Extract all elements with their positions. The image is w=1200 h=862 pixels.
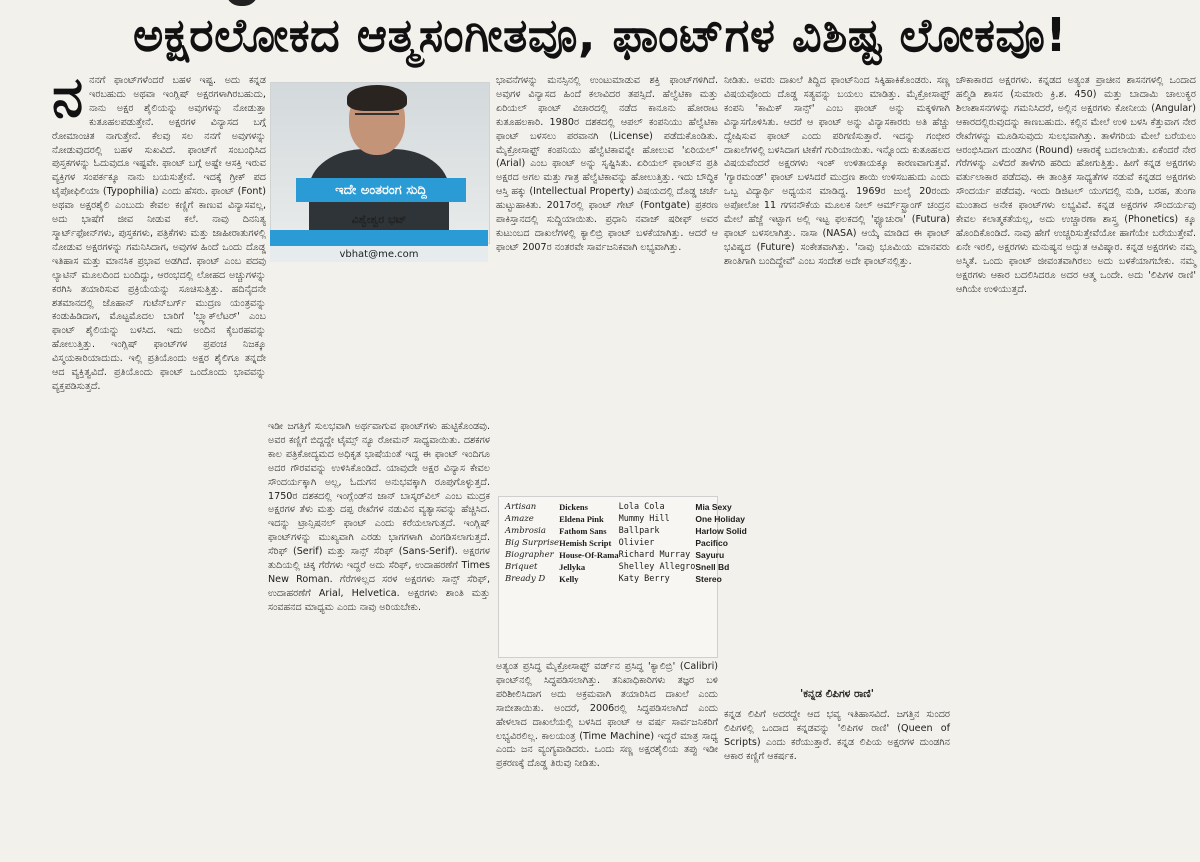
author-photo-glasses xyxy=(355,113,399,125)
font-sample-name: Kelly xyxy=(559,574,579,584)
headline-text: ಅಕ್ಷರಲೋಕದ ಆತ್ಮಸಂಗೀತವೂ, ಫಾಂಟ್‌ಗಳ ವಿಶಿಷ್ಟ ಲೋಕವೂ! xyxy=(133,8,1067,62)
font-sample-name: Jellyka xyxy=(559,562,586,572)
font-sample-name: Fathom Sans xyxy=(559,526,607,536)
author-byline: ವಿಶ್ವೇಶ್ವರ ಭಟ್ xyxy=(351,213,407,226)
article-text-column-4-lower: ಕನ್ನಡ ಲಿಪಿಗೆ ಅದರದ್ದೇ ಆದ ಭವ್ಯ ಇತಿಹಾಸವಿದೆ. ಜಗತ್ತಿನ ಸುಂದರ ಲಿಪಿಗಳಲ್ಲಿ ಒಂದಾದ ಕನ್ನಡವನ್ನು 'ಲಿಪಿಗಳ ರಾಣಿ' (Queen of Scripts) ಎಂದು ಕರೆಯುತ್ತಾರೆ. ಕನ್ನಡ ಲಿಪಿಯ ಅಕ್ಷರಗಳ ದುಂಡಗಿನ ಆಕಾರ ಕಣ್ಣಿಗೆ ಆಕರ್ಷಕ. xyxy=(724,709,950,762)
dropcap: ನ xyxy=(52,65,84,130)
section-heading-queen-of-scripts: 'ಕನ್ನಡ ಲಿಪಿಗಳ ರಾಣಿ' xyxy=(800,688,874,700)
article-text-column-4: ನೀಡಿತು. ಅವರು ದಾಖಲೆ ತಿದ್ದಿದ ಫಾಂಟ್‌ನಿಂದ ಸಿಕ್ಕಿಹಾಕಿಕೊಂಡರು. ಸಣ್ಣ ವಿಷಯವೊಂದು ದೊಡ್ಡ ಸತ್ಯವನ್ನು ಬಯಲು ಮಾಡಿತ್ತು. ಮೈಕ್ರೋಸಾಫ್ಟ್ ಕಂಪನಿ 'ಕಾಮಿಕ್ ಸಾನ್ಸ್' ಎಂಬ ಫಾಂಟ್ ಅನ್ನು ಮಕ್ಕಳಿಗಾಗಿ ವಿನ್ಯಾಸಗೊಳಿಸಿತು. ಆದರೆ ಆ ಫಾಂಟ್ ಅನ್ನು ವಿನ್ಯಾಸಕಾರರು ಅತಿ ಹೆಚ್ಚು ದ್ವೇಷಿಸುವ ಫಾಂಟ್ ಎಂದು ಪರಿಗಣಿಸುತ್ತಾರೆ. ಇದನ್ನು ಗಂಭೀರ ದಾಖಲೆಗಳಲ್ಲಿ ಬಳಸಿದಾಗ ಟೀಕೆಗೆ ಗುರಿಯಾಯಿತು. ಇನ್ನೊಂದು ಕುತೂಹಲದ ವಿಷಯವೆಂದರೆ ಅಕ್ಷರಗಳು ಇಂಕ್ ಉಳಿತಾಯಕ್ಕೂ ಕಾರಣವಾಗುತ್ತವೆ. 'ಗ್ಯಾರಮಂಡ್' ಫಾಂಟ್ ಬಳಸಿದರೆ ಮುದ್ರಣ ಶಾಯಿ ಉಳಿಸಬಹುದು ಎಂದು ಒಬ್ಬ ವಿದ್ಯಾರ್ಥಿ ಅಧ್ಯಯನ ಮಾಡಿದ್ದ. 1969ರ ಜುಲೈ 20ರಂದು ಅಪೋಲೋ 11 ಗಗನನೌಕೆಯ ಮೂಲಕ ನೀಲ್ ಆರ್ಮ್‌ಸ್ಟ್ರಾಂಗ್ ಚಂದ್ರನ ಮೇಲೆ ಹೆಜ್ಜೆ ಇಟ್ಟಾಗ ಅಲ್ಲಿ ಇಟ್ಟ ಫಲಕದಲ್ಲಿ 'ಫ್ಯೂಚುರಾ' (Futura) ಫಾಂಟ್ ಬಳಸಲಾಗಿತ್ತು. ನಾಸಾ (NASA) ಆಯ್ಕೆ ಮಾಡಿದ ಈ ಫಾಂಟ್ ಭವಿಷ್ಯದ (Future) ಸಂಕೇತವಾಗಿತ್ತು. 'ನಾವು ಭೂಮಿಯ ಮಾನವರು ಶಾಂತಿಗಾಗಿ ಬಂದಿದ್ದೇವೆ' ಎಂಬ ಸಂದೇಶ ಅದೇ ಫಾಂಟ್‌ನಲ್ಲಿತ್ತು. xyxy=(724,75,950,267)
column-name-badge: ಇದೇ ಅಂತರಂಗ ಸುದ್ದಿ xyxy=(296,178,466,202)
article-text-column-2: ಇಡೀ ಜಗತ್ತಿಗೆ ಸುಲಭವಾಗಿ ಅರ್ಥವಾಗುವ ಫಾಂಟ್‌ಗಳು ಹುಟ್ಟಿಕೊಂಡವು. ಅವರ ಕಣ್ಣಿಗೆ ಬಿದ್ದದ್ದೇ ಟೈಮ್ಸ್ ನ್ಯೂ ರೋಮನ್ ಸಾಧ್ಯವಾಯಿತು. ದಶಕಗಳ ಕಾಲ ಪತ್ರಿಕೋದ್ಯಮದ ಅಧಿಕೃತ ಭಾಷೆಯಂತೆ ಇದ್ದ ಈ ಫಾಂಟ್ ಇಂದಿಗೂ ಅದರ ಗೌರವವನ್ನು ಉಳಿಸಿಕೊಂಡಿದೆ. ಯಾವುದೇ ಅಕ್ಷರ ವಿನ್ಯಾಸ ಕೇವಲ ಸೌಂದರ್ಯಕ್ಕಾಗಿ ಅಲ್ಲ, ಓದುಗನ ಅನುಭವಕ್ಕಾಗಿ ರೂಪುಗೊಳ್ಳುತ್ತದೆ. 1750ರ ದಶಕದಲ್ಲಿ ಇಂಗ್ಲೆಂಡ್‌ನ ಜಾನ್ ಬಾಸ್ಕರ್‌ವಿಲ್ ಎಂಬ ಮುದ್ರಕ ಅಕ್ಷರಗಳ ತೆಳು ಮತ್ತು ದಪ್ಪ ರೇಖೆಗಳ ನಡುವಿನ ವ್ಯತ್ಯಾಸವನ್ನು ಹೆಚ್ಚಿಸಿದ. ಇದನ್ನು ಟ್ರಾನ್ಸಿಷನಲ್ ಫಾಂಟ್ ಎಂದು ಕರೆಯಲಾಗುತ್ತದೆ. ಇಂಗ್ಲಿಷ್ ಫಾಂಟ್‌ಗಳನ್ನು ಮುಖ್ಯವಾಗಿ ಎರಡು ಭಾಗಗಳಾಗಿ ವಿಂಗಡಿಸಲಾಗುತ್ತದೆ. ಸೆರಿಫ್ (Serif) ಮತ್ತು ಸಾನ್ಸ್ ಸೆರಿಫ್ (Sans-Serif). ಅಕ್ಷರಗಳ ತುದಿಯಲ್ಲಿ ಚಿಕ್ಕ ಗೆರೆಗಳು ಇದ್ದರೆ ಅದು ಸೆರಿಫ್, ಉದಾಹರಣೆಗೆ Times New Roman. ಗೆರೆಗಳಿಲ್ಲದ ಸರಳ ಅಕ್ಷರಗಳು ಸಾನ್ಸ್ ಸೆರಿಫ್, ಉದಾಹರಣೆಗೆ Arial, Helvetica. ಅಕ್ಷರಗಳು ಶಾಂತಿ ಮತ್ತು ಸಂವಹನದ ಮಾಧ್ಯಮ ಎಂದು ನಾವು ಅರಿಯಬೇಕು. xyxy=(268,421,490,613)
font-sample-name: Ambrosia xyxy=(505,526,546,536)
font-sample-name: Lola Cola xyxy=(618,502,665,512)
font-sample-name: Olivier xyxy=(618,538,655,548)
font-sample-name: Eldena Pink xyxy=(559,514,604,524)
font-sample-name: Artisan xyxy=(505,502,537,512)
byline-bar xyxy=(270,230,488,246)
font-sample-name: House-Of-Rama xyxy=(559,550,619,560)
headline xyxy=(0,0,1200,72)
font-sample-name: Pacifico xyxy=(695,538,728,548)
article-column-4 xyxy=(724,74,950,686)
font-sample-name: Stereo xyxy=(695,574,722,584)
font-sample-name: Sayuru xyxy=(695,550,725,560)
article-column-2 xyxy=(268,420,490,858)
font-sample-name: Bready D xyxy=(505,574,546,584)
author-photo-hair xyxy=(347,85,407,111)
article-text-column-3: ಭಾವನೆಗಳನ್ನು ಮನಸ್ಸಿನಲ್ಲಿ ಉಂಟುಮಾಡುವ ಶಕ್ತಿ ಫಾಂಟ್‌ಗಳಿಗಿದೆ. ಅವುಗಳ ವಿನ್ಯಾಸದ ಹಿಂದೆ ಕಲಾವಿದರ ತಪಸ್ಸಿದೆ. ಹೆಲ್ವೆಟಿಕಾ ಮತ್ತು ಏರಿಯಲ್ ಫಾಂಟ್ ವಿಚಾರದಲ್ಲಿ ನಡೆದ ಕಾನೂನು ಹೋರಾಟ ಕುತೂಹಲಕಾರಿ. 1980ರ ದಶಕದಲ್ಲಿ ಆಪಲ್ ಕಂಪನಿಯು ಹೆಲ್ವೆಟಿಕಾ ಫಾಂಟ್ ಬಳಸಲು ಪರವಾನಗಿ (License) ಪಡೆದುಕೊಂಡಿತು. ಮೈಕ್ರೋಸಾಫ್ಟ್ ಕಂಪನಿಯು ಹೆಲ್ವೆಟಿಕಾವನ್ನೇ ಹೋಲುವ 'ಏರಿಯಲ್' (Arial) ಎಂಬ ಫಾಂಟ್ ಅನ್ನು ಸೃಷ್ಟಿಸಿತು. ಏರಿಯಲ್ ಫಾಂಟ್‌ನ ಪ್ರತಿ ಅಕ್ಷರದ ಅಗಲ ಮತ್ತು ಗಾತ್ರ ಹೆಲ್ವೆಟಿಕಾವನ್ನು ಹೋಲುತ್ತಿತ್ತು. ಇದು ಬೌದ್ಧಿಕ ಆಸ್ತಿ ಹಕ್ಕು (Intellectual Property) ವಿಷಯದಲ್ಲಿ ದೊಡ್ಡ ಚರ್ಚೆ ಹುಟ್ಟುಹಾಕಿತು. 2017ರಲ್ಲಿ ಫಾಂಟ್ ಗೇಟ್ (Fontgate) ಪ್ರಕರಣ ಪಾಕಿಸ್ತಾನದಲ್ಲಿ ಸುದ್ದಿಯಾಯಿತು. ಪ್ರಧಾನಿ ನವಾಜ್ ಷರೀಫ್ ಅವರ ಕುಟುಂಬದ ದಾಖಲೆಗಳಲ್ಲಿ ಕ್ಯಾಲಿಬ್ರಿ ಫಾಂಟ್ ಬಳಕೆಯಾಗಿತ್ತು. ಆದರೆ ಆ ಫಾಂಟ್ 2007ರ ನಂತರವೇ ಸಾರ್ವಜನಿಕವಾಗಿ ಲಭ್ಯವಾಗಿತ್ತು. xyxy=(496,75,718,253)
article-column-3 xyxy=(496,74,718,490)
author-email: vbhat@me.com xyxy=(270,246,488,262)
article-column-3-lower xyxy=(496,660,718,858)
font-sample-name: One Holiday xyxy=(695,514,745,524)
article-column-1 xyxy=(52,65,266,858)
font-sample-name: Richard Murray xyxy=(618,550,691,560)
font-sample-name: Hemish Script xyxy=(559,538,612,548)
font-sample-name: Ballpark xyxy=(618,526,660,536)
article-column-5 xyxy=(956,74,1196,858)
font-sample-name: Biographer xyxy=(505,550,554,560)
article-column-4-lower xyxy=(724,708,950,858)
font-sample-name: Dickens xyxy=(559,502,588,512)
font-sample-name: Shelley Allegro xyxy=(618,562,696,572)
font-sample-name: Katy Berry xyxy=(618,574,670,584)
article-text-column-3-lower: ಅತ್ಯಂತ ಪ್ರಸಿದ್ಧ ಮೈಕ್ರೋಸಾಫ್ಟ್ ವರ್ಡ್‌ನ ಪ್ರಸಿದ್ಧ 'ಕ್ಯಾಲಿಬ್ರಿ' (Calibri) ಫಾಂಟ್‌ನಲ್ಲಿ ಸಿದ್ಧಪಡಿಸಲಾಗಿತ್ತು. ತನಿಖಾಧಿಕಾರಿಗಳು ತಜ್ಞರ ಬಳಿ ಪರಿಶೀಲಿಸಿದಾಗ ಅದು ಅಕ್ರಮವಾಗಿ ತಯಾರಿಸಿದ ದಾಖಲೆ ಎಂದು ಸಾಬೀತಾಯಿತು. ಅಂದರೆ, 2006ರಲ್ಲಿ ಸಿದ್ಧಪಡಿಸಲಾಗಿದೆ ಎಂದು ಹೇಳಲಾದ ದಾಖಲೆಯಲ್ಲಿ ಬಳಸಿದ ಫಾಂಟ್ ಆ ವರ್ಷ ಸಾರ್ವಜನಿಕರಿಗೆ ಲಭ್ಯವಿರಲಿಲ್ಲ. ಕಾಲಯಂತ್ರ (Time Machine) ಇದ್ದರೆ ಮಾತ್ರ ಸಾಧ್ಯ ಎಂದು ಜನ ವ್ಯಂಗ್ಯವಾಡಿದರು. ಒಂದು ಸಣ್ಣ ಅಕ್ಷರಶೈಲಿಯ ತಪ್ಪು ಇಡೀ ಪ್ರಕರಣಕ್ಕೆ ದೊಡ್ಡ ತಿರುವು ನೀಡಿತು. xyxy=(496,661,718,770)
font-sample-name: Big Surprise xyxy=(505,538,560,548)
font-sample-name: Amaze xyxy=(505,514,534,524)
article-text-column-5: ಚೌಕಾಕಾರದ ಅಕ್ಷರಗಳು. ಕನ್ನಡದ ಅತ್ಯಂತ ಪ್ರಾಚೀನ ಶಾಸನಗಳಲ್ಲಿ ಒಂದಾದ ಹಲ್ಮಿಡಿ ಶಾಸನ (ಸುಮಾರು ಕ್ರಿ.ಶ. 450) ಮತ್ತು ಬಾದಾಮಿ ಚಾಲುಕ್ಯರ ಶಿಲಾಶಾಸನಗಳನ್ನು ಗಮನಿಸಿದರೆ, ಅಲ್ಲಿನ ಅಕ್ಷರಗಳು ಕೋನೀಯ (Angular) ಆಕಾರದಲ್ಲಿರುವುದನ್ನು ಕಾಣಬಹುದು. ಕಲ್ಲಿನ ಮೇಲೆ ಉಳಿ ಬಳಸಿ ಕೆತ್ತುವಾಗ ನೇರ ರೇಖೆಗಳನ್ನು ಮೂಡಿಸುವುದು ಸುಲಭವಾಗಿತ್ತು. ತಾಳೆಗರಿಯ ಮೇಲೆ ಬರೆಯಲು ಆರಂಭಿಸಿದಾಗ ದುಂಡಗಿನ (Round) ಆಕಾರಕ್ಕೆ ಬದಲಾಯಿತು. ಏಕೆಂದರೆ ನೇರ ಗೆರೆಗಳನ್ನು ಎಳೆದರೆ ತಾಳೆಗರಿ ಹರಿದು ಹೋಗುತ್ತಿತ್ತು. ಹೀಗೆ ಕನ್ನಡ ಅಕ್ಷರಗಳು ವರ್ತುಲಾಕಾರ ಪಡೆದವು. ಈ ತಾಂತ್ರಿಕ ಸಾಧ್ಯತೆಗಳ ನಡುವೆ ಕನ್ನಡದ ಅಕ್ಷರಗಳು ಸೌಂದರ್ಯ ಪಡೆದವು. ಇಂದು ಡಿಜಿಟಲ್ ಯುಗದಲ್ಲಿ ನುಡಿ, ಬರಹ, ತುಂಗಾ ಮುಂತಾದ ಅನೇಕ ಫಾಂಟ್‌ಗಳು ಲಭ್ಯವಿವೆ. ಕನ್ನಡ ಅಕ್ಷರಗಳ ಸೌಂದರ್ಯವು ಕೇವಲ ಕಲಾತ್ಮಕತೆಯಲ್ಲ, ಅದು ಉಚ್ಚಾರಣಾ ಶಾಸ್ತ್ರ (Phonetics) ಕ್ಕೂ ಹೊಂದಿಕೊಂಡಿದೆ. ನಾವು ಹೇಗೆ ಉಚ್ಚರಿಸುತ್ತೇವೆಯೋ ಹಾಗೆಯೇ ಬರೆಯುತ್ತೇವೆ. ಏನೇ ಇರಲಿ, ಅಕ್ಷರಗಳು ಮನುಷ್ಯನ ಅದ್ಭುತ ಆವಿಷ್ಕಾರ. ಕನ್ನಡ ಅಕ್ಷರಗಳು ನಮ್ಮ ಅಸ್ಮಿತೆ. ಒಂದು ಫಾಂಟ್ ಜೀವಂತವಾಗಿರಲು ಅದು ಬಳಕೆಯಾಗಬೇಕು. ನಮ್ಮ ಅಕ್ಷರಗಳು ಆಕಾರ ಬದಲಿಸಿದರೂ ಅದರ ಆತ್ಮ ಒಂದೇ. ಅದು 'ಲಿಪಿಗಳ ರಾಣಿ' ಆಗಿಯೇ ಉಳಿಯುತ್ತದೆ. xyxy=(956,75,1196,295)
font-sample-name: Mummy Hill xyxy=(618,514,670,524)
font-sample-name: Briquet xyxy=(505,562,538,572)
article-text-column-1: ನನಗೆ ಫಾಂಟ್‌ಗಳೆಂದರೆ ಬಹಳ ಇಷ್ಟ. ಅದು ಕನ್ನಡ ಇರಬಹುದು ಅಥವಾ ಇಂಗ್ಲಿಷ್ ಅಕ್ಷರಗಳಾಗಿರಬಹುದು, ನಾನು ಅಕ್ಷರ ಶೈಲಿಯನ್ನು ಅವುಗಳನ್ನು ನೋಡುತ್ತಾ ಕುತೂಹಲಪಡುತ್ತೇನೆ. ಅಕ್ಷರಗಳ ವಿನ್ಯಾಸದ ಬಗ್ಗೆ ರೋಮಾಂಚಿತ ನಾಗುತ್ತೇನೆ. ಕೆಲವು ಸಲ ನನಗೆ ಅವುಗಳನ್ನು ನೋಡುವುದರಲ್ಲಿ ಬಹಳ ಸುಖವಿದೆ. ಫಾಂಟ್‌ಗೆ ಸಂಬಂಧಿಸಿದ ಪುಸ್ತಕಗಳನ್ನು ಓದುವುದೂ ಇಷ್ಟವೇ. ಫಾಂಟ್ ಬಗ್ಗೆ ಅಷ್ಟೇ ಆಸಕ್ತಿ ಇರುವ ವ್ಯಕ್ತಿಗಳ ಸಂಪರ್ಕಕ್ಕೂ ನಾನು ಬಯಸುತ್ತೇನೆ. ಇದಕ್ಕೆ ಗ್ರೀಕ್ ಪದ ಟೈಪೋಫಿಲಿಯಾ (Typophilia) ಎಂದು ಹೆಸರು. ಫಾಂಟ್ (Font) ಅಥವಾ ಅಕ್ಷರಶೈಲಿ ಎಂಬುದು ಕೇವಲ ಕಣ್ಣಿಗೆ ಕಾಣುವ ವಿನ್ಯಾಸವಲ್ಲ, ಅದು ಭಾಷೆಗೆ ಜೀವ ನೀಡುವ ಕಲೆ. ನಾವು ದಿನನಿತ್ಯ ಸ್ಮಾರ್ಟ್‌ಫೋನ್‌ಗಳು, ಪುಸ್ತಕಗಳು, ಪತ್ರಿಕೆಗಳು ಮತ್ತು ಜಾಹೀರಾತುಗಳಲ್ಲಿ ನೋಡುವ ಅಕ್ಷರಗಳನ್ನು ಗಮನಿಸಿದಾಗ, ಅವುಗಳ ಹಿಂದೆ ಒಂದು ದೊಡ್ಡ ಇತಿಹಾಸ ಮತ್ತು ಮಾನಸಿಕ ಪ್ರಭಾವ ಅಡಗಿದೆ. ಫಾಂಟ್ ಎಂಬ ಪದವು ಲ್ಯಾಟಿನ್ ಮೂಲದಿಂದ ಬಂದಿದ್ದು, ಆರಂಭದಲ್ಲಿ ಲೋಹದ ಅಚ್ಚುಗಳನ್ನು ಕರಗಿಸಿ ತಯಾರಿಸುವ ಪ್ರಕ್ರಿಯೆಯನ್ನು ಸೂಚಿಸುತ್ತಿತ್ತು. ಹದಿನೈದನೇ ಶತಮಾನದಲ್ಲಿ ಜೊಹಾನ್ ಗುಟೆನ್‌ಬರ್ಗ್ ಮುದ್ರಣ ಯಂತ್ರವನ್ನು ಕಂಡುಹಿಡಿದಾಗ, ಮೊಟ್ಟಮೊದಲ ಬಾರಿಗೆ 'ಬ್ಲ್ಯಾಕ್‌ಲೆಟರ್' ಎಂಬ ಫಾಂಟ್ ಶೈಲಿಯನ್ನು ಬಳಸಿದ. ಇದು ಅಂದಿನ ಕೈಬರಹವನ್ನು ಹೋಲುತ್ತಿತ್ತು. ಇಂಗ್ಲಿಷ್ ಫಾಂಟ್‌ಗಳ ಪ್ರಪಂಚ ನಿಜಕ್ಕೂ ವಿಸ್ಮಯಕಾರಿಯಾದುದು. ಇಲ್ಲಿ ಪ್ರತಿಯೊಂದು ಅಕ್ಷರ ಶೈಲಿಗೂ ತನ್ನದೇ ಆದ ವ್ಯಕ್ತಿತ್ವವಿದೆ. ಪ್ರತಿಯೊಂದು ಫಾಂಟ್ ಒಂದೊಂದು ಭಾವವನ್ನು ವ್ಯಕ್ತಪಡಿಸುತ್ತದೆ. xyxy=(52,75,266,392)
font-sample-image xyxy=(498,496,747,658)
font-sample-name: Harlow Solid xyxy=(695,526,747,536)
font-sample-name: Snell Bd xyxy=(695,562,730,572)
font-sample-name: Mia Sexy xyxy=(695,502,732,512)
